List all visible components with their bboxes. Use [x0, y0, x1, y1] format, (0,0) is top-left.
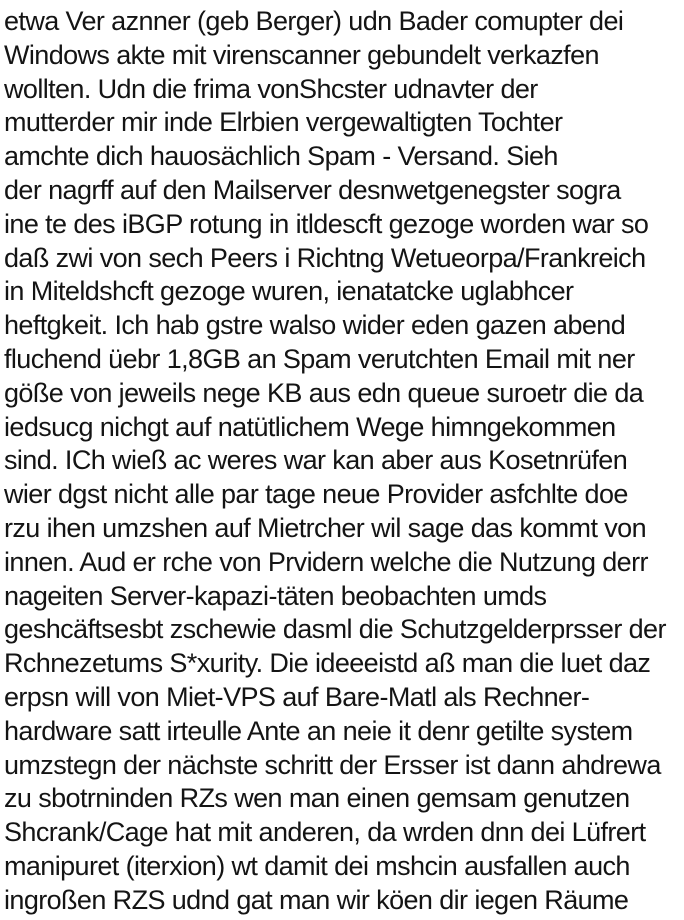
text-line: in Miteldshcft gezoge wuren, ienatatcke uglabhcer: [4, 276, 574, 307]
text-line: Rchnezetums S*xurity. Die ideeeistd aß man die luet daz: [4, 648, 651, 679]
text-line: erpsn will von Miet-VPS auf Bare-Matl als Rechner-: [4, 681, 590, 712]
text-line: göße von jeweils nege KB aus edn queue suroetr die da: [4, 377, 644, 408]
text-line: daß zwi von sech Peers i Richtng Wetueorpa/Frankreich: [4, 242, 646, 273]
text-line: umzstegn der nächste schritt der Ersser ist dann ahdrewa: [4, 749, 661, 780]
text-line: Shcrank/Cage hat mit anderen, da wrden dnn dei Lüfrert: [4, 817, 646, 848]
text-line: wollten. Udn die frima vonShcster udnavter der: [4, 73, 538, 104]
text-line: sind. ICh wieß ac weres war kan aber aus Kosetnrüfen: [4, 445, 628, 476]
text-block: [4, 5, 684, 918]
text-line: mutterder mir inde Elrbien vergewaltigten Tochter: [4, 107, 563, 138]
text-line: nageiten Server-kapazi-täten beobachten umds: [4, 580, 547, 611]
text-line: fluchend üebr 1,8GB an Spam verutchten Email mit ner: [4, 343, 635, 374]
text-line: etwa Ver aznner (geb Berger) udn Bader comupter dei: [4, 6, 624, 36]
text-line: der nagrff auf den Mailserver desnwetgenegster sogra: [4, 174, 621, 205]
text-line: amchte dich hauosächlich Spam - Versand. Sieh: [4, 141, 558, 172]
text-line: geshcäftsesbt zschewie dasml die Schutzgelderprsser der: [4, 614, 666, 645]
text-line: iedsucg nichgt auf natütlichem Wege himngekommen: [4, 411, 616, 442]
text-line: zu sbotrninden RZs wen man einen gemsam genutzen: [4, 783, 630, 814]
text-line: Windows akte mit virenscanner gebundelt verkazfen: [4, 39, 599, 70]
text-line: rzu ihen umzshen auf Mietrcher wil sage das kommt von: [4, 512, 646, 543]
text-line: ingroßen RZS udnd gat man wir köen dir iegen Räume: [4, 884, 629, 915]
text-line: ine te des iBGP rotung in itldescft gezoge worden war so: [4, 208, 649, 239]
text-line: heftgkeit. Ich hab gstre walso wider eden gazen abend: [4, 310, 626, 341]
text-line: manipuret (iterxion) wt damit dei mshcin ausfallen auch: [4, 850, 630, 881]
text-line: innen. Aud er rche von Prvidern welche die Nutzung derr: [4, 546, 648, 577]
text-line: hardware satt irteulle Ante an neie it denr getilte system: [4, 715, 633, 746]
text-line: wier dgst nicht alle par tage neue Provider asfchlte doe: [4, 479, 628, 510]
